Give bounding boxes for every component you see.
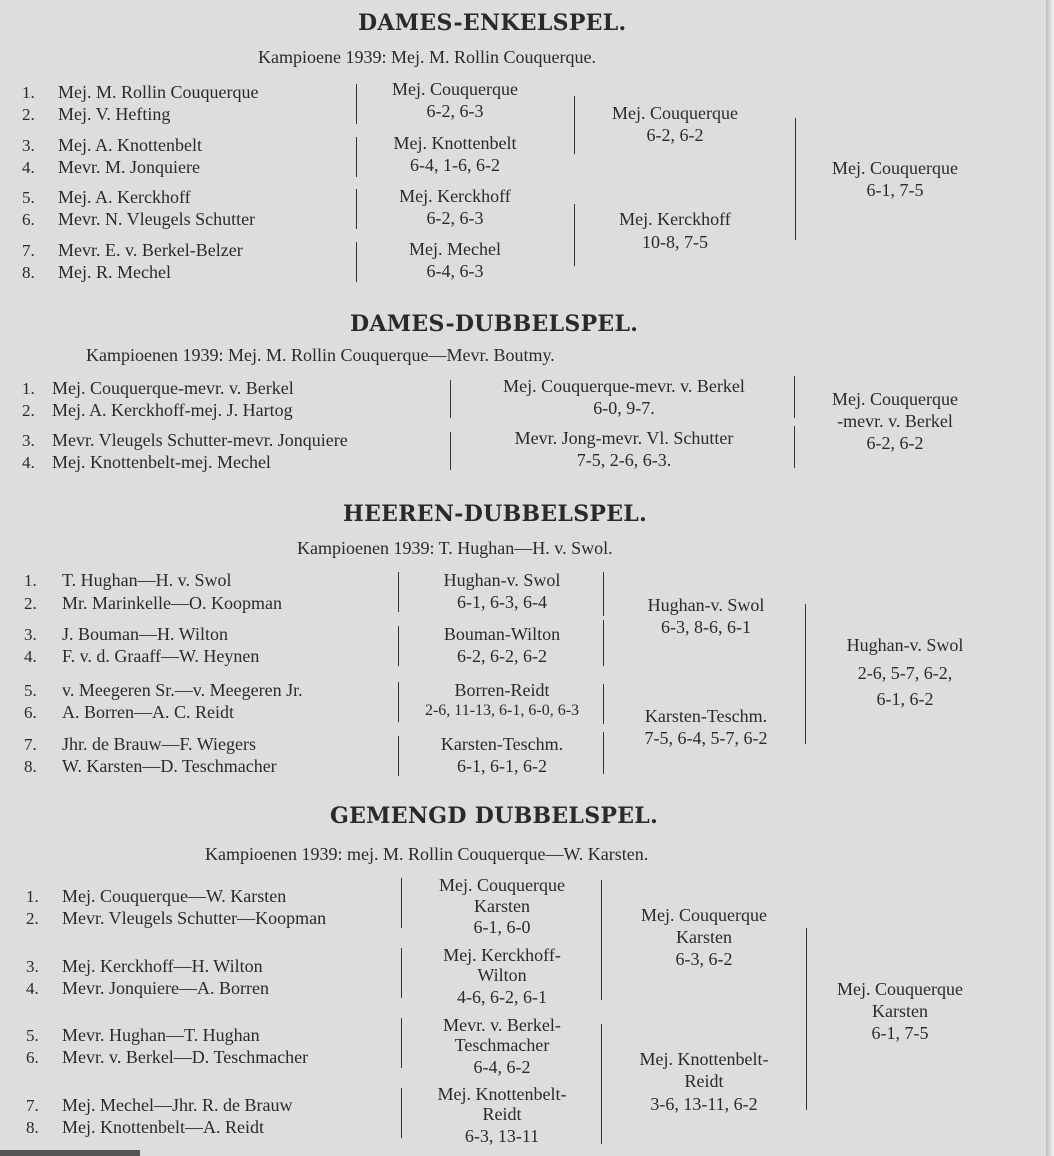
match-score: 6-4, 6-2 bbox=[473, 1057, 531, 1077]
match-score: 6-1, 6-3, 6-4 bbox=[457, 592, 547, 612]
match-score: 6-2, 6-2, 6-2 bbox=[457, 646, 547, 666]
player-entry: Mevr. Vleugels Schutter-mevr. Jonquiere bbox=[52, 430, 348, 450]
player-entry: Mej. A. Knottenbelt bbox=[58, 135, 202, 155]
final-score: 6-1, 6-2 bbox=[876, 689, 934, 709]
player-number: 2. bbox=[22, 401, 35, 420]
player-entry: Mej. A. Kerckhoff-mej. J. Hartog bbox=[52, 400, 293, 420]
match-winner: Mevr. v. Berkel- bbox=[443, 1015, 561, 1035]
match-winner: Mej. Kerckhoff bbox=[619, 209, 731, 229]
scan-strip bbox=[0, 1150, 140, 1156]
match-score: 6-0, 9-7. bbox=[593, 398, 655, 418]
player-number: 1. bbox=[26, 887, 39, 906]
bracket-line bbox=[401, 878, 402, 928]
bracket-line bbox=[601, 880, 602, 1000]
final-score: 6-1, 7-5 bbox=[866, 180, 924, 200]
player-number: 3. bbox=[22, 431, 35, 450]
match-winner: Bouman-Wilton bbox=[443, 624, 561, 644]
champions-line: Kampioenen 1939: T. Hughan—H. v. Swol. bbox=[297, 538, 613, 558]
match-score: 6-2, 6-3 bbox=[426, 208, 484, 228]
page-edge bbox=[1046, 0, 1054, 1156]
player-entry: J. Bouman—H. Wilton bbox=[62, 624, 228, 644]
final-winner: Karsten bbox=[872, 1001, 928, 1021]
match-winner: Mej. Couquerque-mevr. v. Berkel bbox=[503, 376, 745, 396]
player-entry: Jhr. de Brauw—F. Wiegers bbox=[62, 734, 256, 754]
player-number: 5. bbox=[24, 681, 37, 700]
bracket-line bbox=[574, 204, 575, 266]
match-score: 6-3, 8-6, 6-1 bbox=[661, 617, 751, 637]
bracket-line bbox=[356, 189, 357, 229]
match-winner: Mej. Knottenbelt bbox=[393, 133, 517, 153]
bracket-line bbox=[794, 426, 795, 468]
match-score: 6-1, 6-0 bbox=[473, 917, 531, 937]
match-score: 4-6, 6-2, 6-1 bbox=[457, 987, 547, 1007]
player-entry: Mevr. Vleugels Schutter—Koopman bbox=[62, 908, 327, 928]
match-winner: Mej. Kerckhoff bbox=[399, 186, 511, 206]
player-entry: Mej. Knottenbelt—A. Reidt bbox=[62, 1117, 264, 1137]
match-score: 2-6, 11-13, 6-1, 6-0, 6-3 bbox=[424, 702, 580, 719]
match-score: 7-5, 2-6, 6-3. bbox=[576, 450, 672, 470]
match-score: 6-4, 6-3 bbox=[426, 261, 484, 281]
player-entry: T. Hughan—H. v. Swol bbox=[62, 570, 232, 590]
player-number: 3. bbox=[26, 957, 39, 976]
match-winner: Mej. Couquerque bbox=[612, 103, 738, 123]
match-winner: Mej. Knottenbelt- bbox=[639, 1049, 769, 1069]
player-entry: Mej. Couquerque—W. Karsten bbox=[62, 886, 287, 906]
champions-line: Kampioenen 1939: mej. M. Rollin Couquerque—W. Karsten. bbox=[205, 844, 649, 864]
bracket-line bbox=[356, 242, 357, 282]
player-number: 4. bbox=[24, 647, 37, 666]
match-winner: Karsten bbox=[474, 896, 530, 916]
match-winner: Mej. Knottenbelt- bbox=[437, 1084, 567, 1104]
player-number: 7. bbox=[26, 1096, 39, 1115]
player-entry: F. v. d. Graaff—W. Heynen bbox=[62, 646, 260, 666]
player-entry: Mej. Couquerque-mevr. v. Berkel bbox=[52, 378, 294, 398]
player-number: 3. bbox=[22, 136, 35, 155]
match-winner: Teschmacher bbox=[454, 1035, 550, 1055]
bracket-line bbox=[603, 620, 604, 666]
player-entry: Mevr. Hughan—T. Hughan bbox=[62, 1025, 260, 1045]
champions-line: Kampioenen 1939: Mej. M. Rollin Couquerque—Mevr. Boutmy. bbox=[86, 345, 555, 365]
bracket-line bbox=[603, 732, 604, 774]
match-winner: Mej. Mechel bbox=[409, 239, 501, 259]
player-number: 2. bbox=[22, 105, 35, 124]
bracket-line bbox=[398, 736, 399, 776]
final-winner: Mej. Couquerque bbox=[832, 389, 958, 409]
match-score: 10-8, 7-5 bbox=[642, 232, 708, 252]
player-number: 1. bbox=[22, 83, 35, 102]
bracket-line bbox=[398, 626, 399, 666]
player-entry: Mevr. M. Jonquiere bbox=[58, 157, 200, 177]
match-winner: Karsten-Teschm. bbox=[440, 734, 564, 754]
match-score: 6-1, 6-1, 6-2 bbox=[457, 756, 547, 776]
match-winner: Reidt bbox=[684, 1071, 724, 1091]
match-winner: Mej. Couquerque bbox=[392, 79, 518, 99]
bracket-line bbox=[574, 96, 575, 154]
match-winner: Mej. Couquerque bbox=[439, 875, 565, 895]
section-title: GEMENGD DUBBELSPEL. bbox=[330, 803, 659, 829]
player-entry: Mej. Mechel—Jhr. R. de Brauw bbox=[62, 1095, 293, 1115]
bracket-line bbox=[398, 572, 399, 612]
player-number: 4. bbox=[22, 158, 35, 177]
player-entry: W. Karsten—D. Teschmacher bbox=[62, 756, 277, 776]
final-score: 6-1, 7-5 bbox=[871, 1023, 929, 1043]
player-entry: Mevr. E. v. Berkel-Belzer bbox=[58, 240, 243, 260]
player-number: 8. bbox=[22, 263, 35, 282]
player-entry: A. Borren—A. C. Reidt bbox=[62, 702, 234, 722]
match-winner: Karsten bbox=[676, 927, 732, 947]
player-entry: Mej. Kerckhoff—H. Wilton bbox=[62, 956, 263, 976]
player-entry: v. Meegeren Sr.—v. Meegeren Jr. bbox=[62, 680, 303, 700]
player-entry: Mej. Knottenbelt-mej. Mechel bbox=[52, 452, 271, 472]
bracket-line bbox=[601, 1024, 602, 1144]
final-score: 6-2, 6-2 bbox=[866, 433, 924, 453]
section-title: HEEREN-DUBBELSPEL. bbox=[343, 501, 648, 527]
final-winner: Hughan-v. Swol bbox=[846, 635, 964, 655]
bracket-line bbox=[795, 118, 796, 240]
match-winner: Mevr. Jong-mevr. Vl. Schutter bbox=[514, 428, 734, 448]
match-winner: Reidt bbox=[482, 1104, 522, 1124]
bracket-line bbox=[794, 376, 795, 418]
match-score: 6-2, 6-3 bbox=[426, 101, 484, 121]
bracket-line bbox=[603, 684, 604, 724]
player-entry: Mr. Marinkelle—O. Koopman bbox=[62, 593, 282, 613]
player-number: 2. bbox=[24, 594, 37, 613]
player-number: 5. bbox=[26, 1026, 39, 1045]
player-number: 4. bbox=[26, 979, 39, 998]
match-score: 6-2, 6-2 bbox=[646, 125, 704, 145]
bracket-line bbox=[356, 137, 357, 177]
match-winner: Karsten-Teschm. bbox=[644, 706, 768, 726]
match-winner: Wilton bbox=[477, 965, 527, 985]
player-number: 4. bbox=[22, 453, 35, 472]
bracket-line bbox=[401, 948, 402, 998]
player-number: 2. bbox=[26, 909, 39, 928]
bracket-line bbox=[450, 432, 451, 470]
final-score: 2-6, 5-7, 6-2, bbox=[857, 663, 953, 683]
bracket-line bbox=[356, 84, 357, 124]
champions-line: Kampioene 1939: Mej. M. Rollin Couquerque. bbox=[258, 47, 596, 67]
bracket-line bbox=[806, 928, 807, 1110]
player-number: 6. bbox=[22, 210, 35, 229]
player-number: 6. bbox=[24, 703, 37, 722]
match-score: 3-6, 13-11, 6-2 bbox=[650, 1094, 758, 1114]
match-score: 6-3, 6-2 bbox=[675, 949, 733, 969]
player-number: 1. bbox=[22, 379, 35, 398]
match-score: 6-3, 13-11 bbox=[464, 1126, 540, 1146]
player-entry: Mej. R. Mechel bbox=[58, 262, 171, 282]
final-winner: -mevr. v. Berkel bbox=[837, 411, 953, 431]
player-number: 5. bbox=[22, 188, 35, 207]
bracket-line bbox=[805, 604, 806, 744]
player-number: 7. bbox=[22, 241, 35, 260]
player-entry: Mej. A. Kerckhoff bbox=[58, 187, 191, 207]
section-title: DAMES-DUBBELSPEL. bbox=[350, 311, 639, 337]
player-entry: Mej. M. Rollin Couquerque bbox=[58, 82, 259, 102]
section-title: DAMES-ENKELSPEL. bbox=[358, 10, 627, 36]
match-winner: Mej. Kerckhoff- bbox=[443, 945, 561, 965]
player-number: 3. bbox=[24, 625, 37, 644]
player-number: 1. bbox=[24, 571, 37, 590]
player-number: 6. bbox=[26, 1048, 39, 1067]
player-number: 8. bbox=[24, 757, 37, 776]
final-winner: Mej. Couquerque bbox=[832, 158, 958, 178]
player-number: 7. bbox=[24, 735, 37, 754]
match-winner: Hughan-v. Swol bbox=[443, 570, 561, 590]
match-winner: Mej. Couquerque bbox=[641, 905, 767, 925]
player-entry: Mevr. N. Vleugels Schutter bbox=[58, 209, 256, 229]
match-winner: Hughan-v. Swol bbox=[647, 595, 765, 615]
bracket-line bbox=[401, 1088, 402, 1138]
player-entry: Mevr. Jonquiere—A. Borren bbox=[62, 978, 269, 998]
match-winner: Borren-Reidt bbox=[454, 680, 550, 700]
player-entry: Mej. V. Hefting bbox=[58, 104, 171, 124]
bracket-line bbox=[450, 380, 451, 418]
match-score: 6-4, 1-6, 6-2 bbox=[410, 155, 500, 175]
player-entry: Mevr. v. Berkel—D. Teschmacher bbox=[62, 1047, 309, 1067]
bracket-line bbox=[398, 682, 399, 722]
match-score: 7-5, 6-4, 5-7, 6-2 bbox=[644, 728, 768, 748]
player-number: 8. bbox=[26, 1118, 39, 1137]
final-winner: Mej. Couquerque bbox=[837, 979, 963, 999]
bracket-line bbox=[401, 1018, 402, 1068]
bracket-line bbox=[603, 572, 604, 616]
